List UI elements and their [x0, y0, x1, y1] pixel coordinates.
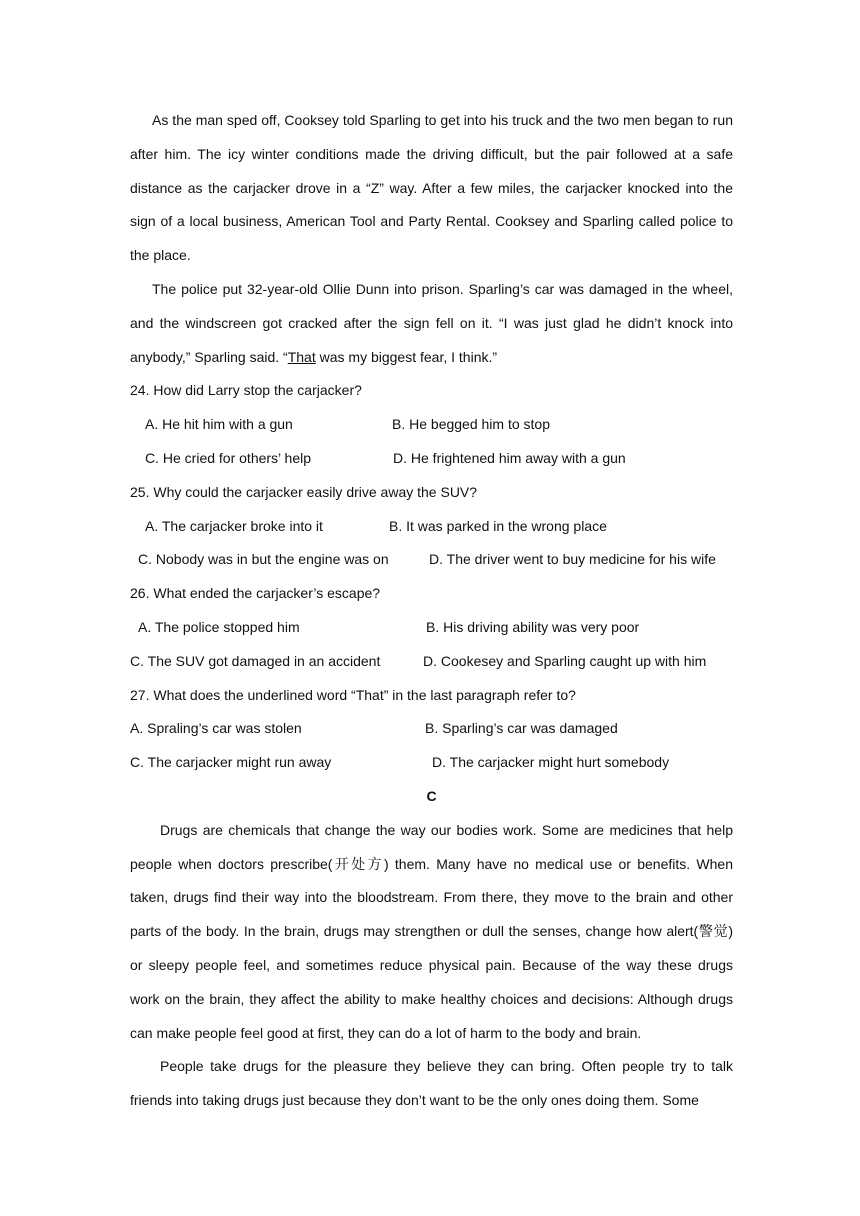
question-27-options-ab — [130, 712, 733, 746]
paragraph-2-text-after: was my biggest fear, I think.” — [315, 348, 498, 365]
question-26-stem — [130, 577, 733, 611]
option-a: A. He hit him with a gun — [145, 416, 293, 433]
paragraph-2-text-before: The police put 32-year-old Ollie Dunn into prison. Sparling’s car was damaged in the wheel, and the windscreen got cracked after the sign fell on it. “I was just glad he didn’t knock into anybody,” Sparling said. “ — [130, 280, 733, 365]
question-27-options-cd — [130, 746, 733, 780]
option-d: D. He frightened him away with a gun — [393, 449, 626, 466]
passage-b-paragraph-1: As the man sped off, Cooksey told Sparling to get into his truck and the two men began to run after him. The icy winter conditions made the driving difficult, but the pair followed at a safe distance as the carjacker drove in a “Z” way. After a few miles, the carjacker knocked into the sign of a local business, American Tool and Party Rental. Cooksey and Sparling called police to the place. — [130, 112, 733, 264]
question-stem-text: 27. What does the underlined word “That” in the last paragraph refer to? — [130, 686, 576, 703]
question-25-options-cd — [130, 543, 733, 577]
question-stem-text: 24. How did Larry stop the carjacker? — [130, 382, 362, 399]
option-c: C. The carjacker might run away — [130, 754, 332, 771]
question-26-options-ab — [130, 611, 733, 645]
option-c: C. The SUV got damaged in an accident — [130, 652, 381, 669]
question-24-options-ab — [130, 408, 733, 442]
underlined-word-that: That — [287, 348, 316, 365]
question-stem-text: 25. Why could the carjacker easily drive away the SUV? — [130, 483, 478, 500]
option-a: A. The carjacker broke into it — [145, 517, 323, 534]
option-b: B. Sparling’s car was damaged — [425, 720, 618, 737]
option-a: A. The police stopped him — [138, 618, 300, 635]
option-c: C. He cried for others’ help — [145, 449, 311, 466]
option-d: D. The carjacker might hurt somebody — [432, 754, 670, 771]
question-25-options-ab — [130, 510, 733, 544]
option-c: C. Nobody was in but the engine was on — [138, 551, 389, 568]
section-c-paragraph-2: People take drugs for the pleasure they believe they can bring. Often people try to talk friends into taking drugs just because they don’t want to be the only ones doing them. Some — [130, 1058, 733, 1109]
section-c-heading: C — [426, 787, 437, 804]
passage-b-paragraph-2 — [130, 273, 733, 374]
option-b: B. It was parked in the wrong place — [389, 517, 607, 534]
section-c-paragraph-1: Drugs are chemicals that change the way our bodies work. Some are medicines that help people when doctors prescribe(开处方) them. Many have no medical use or benefits. When taken, drugs find their way into the bloodstream. From there, they move to the brain and other parts of the body. In the brain, drugs may strengthen or dull the senses, change how alert(警觉) or sleepy people feel, and sometimes reduce physical pain. Because of the way these drugs work on the brain, they affect the ability to make healthy choices and decisions: Although drugs can make people feel good at first, they can do a lot of harm to the body and brain. — [130, 821, 733, 1041]
question-24-options-cd — [130, 442, 733, 476]
question-25-stem — [130, 476, 733, 510]
option-d: D. Cookesey and Sparling caught up with him — [423, 652, 707, 669]
option-b: B. He begged him to stop — [392, 416, 550, 433]
option-a: A. Spraling’s car was stolen — [130, 720, 302, 737]
option-d: D. The driver went to buy medicine for his wife — [429, 551, 716, 568]
question-26-options-cd — [130, 645, 733, 679]
question-stem-text: 26. What ended the carjacker’s escape? — [130, 585, 381, 602]
exam-page — [130, 104, 733, 1118]
question-27-stem — [130, 679, 733, 713]
option-b: B. His driving ability was very poor — [426, 618, 640, 635]
question-24-stem — [130, 374, 733, 408]
